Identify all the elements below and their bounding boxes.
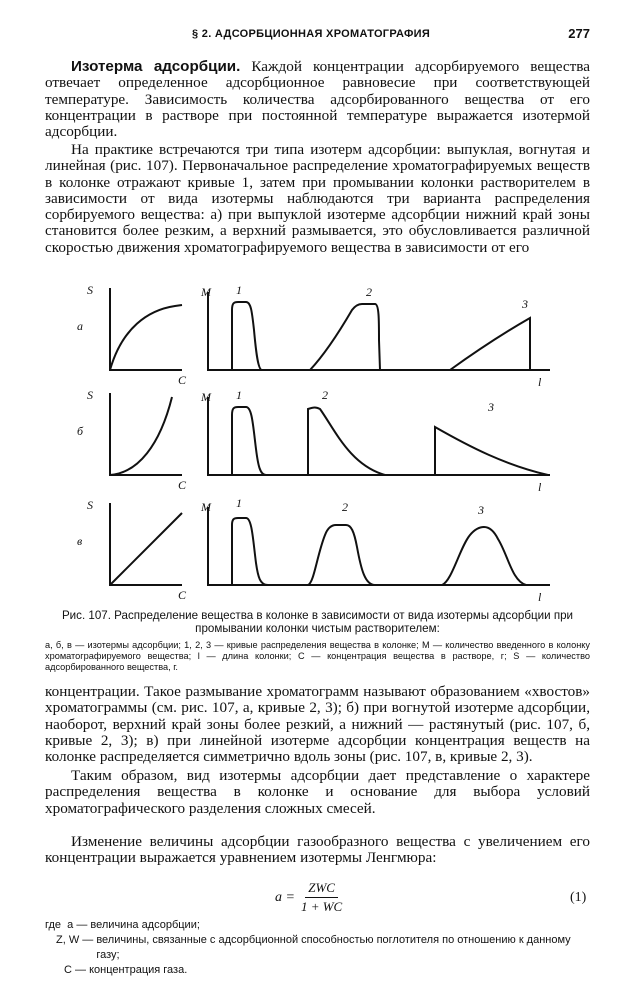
chromatogram-x-label: l bbox=[538, 375, 542, 389]
isotherm-x-label: C bbox=[178, 478, 187, 492]
curve-number-label: 2 bbox=[322, 388, 328, 402]
isotherm-y-label: S bbox=[87, 388, 93, 402]
figure-caption: Рис. 107. Распределение вещества в колонке в зависимости от вида изотермы адсорбции при промывании колонки чистым растворителем: bbox=[61, 609, 574, 635]
paragraph-isotherm-types: На практике встречаются три типа изотерм адсорбции: выпуклая, вогнутая и линейная (рис. 107). Первоначальное распределение хроматографируемых веществ в колонке отражают кривые 1, затем при промывании колонки растворителем в зависимости от вида изотермы наблюдаются три варианта распределения сорбируемого вещества: а) при выпуклой изотерме адсорбции нижний край зоны становится более резким, а верхний размывается, это обусловливается различной скоростью движения хроматографируемого вещества в зависимости от его bbox=[45, 141, 590, 256]
isotherm-y-label: S bbox=[87, 498, 93, 512]
equation-legend bbox=[45, 918, 590, 978]
chromatogram-axes bbox=[208, 397, 550, 475]
legend-symbol: где a — bbox=[45, 919, 91, 931]
chromatogram-y-label: M bbox=[201, 390, 211, 404]
paragraph-heading: Изотерма адсорбции. bbox=[71, 58, 241, 75]
legend-text: величины, связанные с адсорбционной способностью поглотителя по отношению к данному газу; bbox=[96, 934, 571, 961]
legend-text: концентрация газа. bbox=[89, 964, 188, 976]
chromatogram-y-label: M bbox=[201, 500, 211, 514]
chromatogram-x-label: l bbox=[538, 480, 542, 494]
chromatogram-axes bbox=[208, 507, 550, 585]
isotherm-x-label: C bbox=[178, 373, 187, 387]
legend-row bbox=[45, 918, 590, 933]
figure-107-plots bbox=[70, 280, 590, 605]
isotherm-axes bbox=[110, 503, 182, 585]
distribution-curve bbox=[208, 518, 550, 585]
isotherm-x-label: C bbox=[178, 588, 187, 602]
curve-number-label: 3 bbox=[522, 297, 528, 311]
row-label: а bbox=[77, 319, 83, 333]
curve-number-label: 1 bbox=[236, 283, 242, 297]
equation-denominator: 1 + WC bbox=[300, 899, 343, 914]
curve-number-label: 1 bbox=[236, 388, 242, 402]
curve-number-label: 2 bbox=[366, 285, 372, 299]
isotherm-y-label: S bbox=[87, 283, 93, 297]
distribution-curve bbox=[208, 407, 548, 475]
isotherm-axes bbox=[110, 393, 182, 475]
legend-symbol: C — bbox=[64, 964, 90, 976]
chromatogram-y-label: M bbox=[201, 285, 211, 299]
isotherm-axes bbox=[110, 288, 182, 370]
row-label: в bbox=[77, 534, 83, 548]
legend-row bbox=[45, 963, 590, 978]
curve-number-label: 3 bbox=[478, 503, 484, 517]
curve-number-label: 3 bbox=[488, 400, 494, 414]
page-number: 277 bbox=[568, 26, 590, 41]
figure-107 bbox=[70, 280, 590, 605]
legend-text: величина адсорбции; bbox=[90, 919, 200, 931]
isotherm-curve bbox=[110, 305, 182, 370]
paragraph-text: Каждой концентрации адсорбируемого вещества отвечает определенное адсорбционное равновесие при соответствующей температуре. Зависимость количества адсорбированного вещества от его концентрации в растворе при постоянной температуре выражается изотермой адсорбции. bbox=[45, 58, 590, 141]
equation-fraction bbox=[301, 880, 342, 915]
section-title: § 2. АДСОРБЦИОННАЯ ХРОМАТОГРАФИЯ bbox=[192, 28, 431, 40]
distribution-curve bbox=[208, 302, 550, 370]
paragraph-tails: концентрации. Такое размывание хроматограмм называют образованием «хвостов» хроматограммы (см. рис. 107, а, кривые 2, 3); б) при вогнутой изотерме адсорбции, наоборот, верхний край зоны более резкий, а нижний — растянутый (рис. 107, б, кривые 2, 3); в) при линейной изотерме адсорбции концентрация веществ на колонке распределяется симметрично вдоль зоны (рис. 107, в, кривые 2, 3). bbox=[45, 683, 590, 766]
figure-caption-notes: а, б, в — изотермы адсорбции; 1, 2, 3 — кривые распределения вещества в колонке; M — количество введенного в колонку хроматографируемого вещества; l — длина колонки; C — концентрация вещества в растворе, г; S — количество адсорбированного вещества, г. bbox=[45, 640, 590, 672]
legend-row bbox=[45, 933, 590, 963]
chromatogram-x-label: l bbox=[538, 590, 542, 604]
curve-number-label: 2 bbox=[342, 500, 348, 514]
legend-symbol: Z, W — bbox=[56, 934, 97, 946]
paragraph-isotherm bbox=[45, 59, 590, 140]
equation-lhs: a = bbox=[275, 889, 295, 905]
running-header bbox=[60, 26, 590, 44]
isotherm-curve bbox=[110, 513, 182, 585]
row-label: б bbox=[77, 424, 84, 438]
equation-numerator: ZWC bbox=[305, 880, 338, 898]
isotherm-curve bbox=[110, 397, 172, 475]
paragraph-conclusion: Таким образом, вид изотермы адсорбции дает представление о характере распределения вещества в колонке и основание для выбора условий хроматографического разделения сложных смесей. bbox=[45, 767, 590, 817]
paragraph-langmuir: Изменение величины адсорбции газообразного вещества с увеличением его концентрации выражается уравнением изотермы Ленгмюра: bbox=[45, 833, 590, 867]
equation-number: (1) bbox=[570, 890, 587, 905]
curve-number-label: 1 bbox=[236, 496, 242, 510]
langmuir-equation bbox=[275, 880, 342, 915]
